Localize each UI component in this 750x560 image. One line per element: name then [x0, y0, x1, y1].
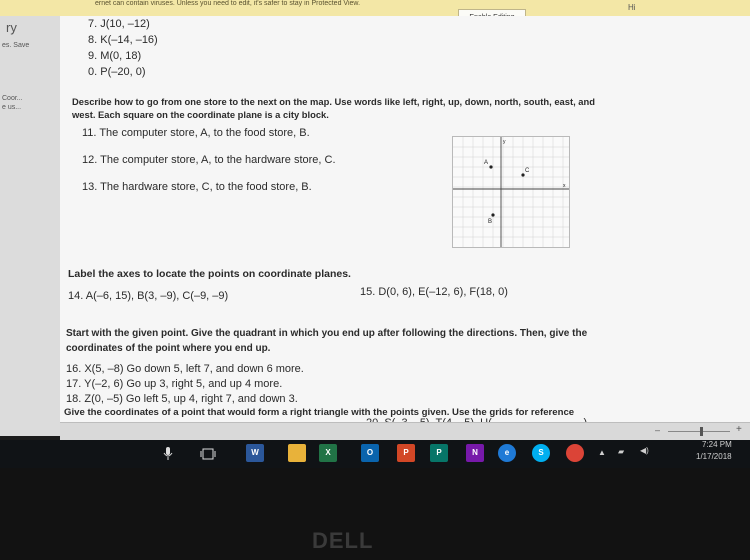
powerpoint-icon[interactable]: P — [397, 444, 415, 462]
question-15: 15. D(0, 6), E(–12, 6), F(18, 0) — [360, 286, 508, 298]
section-a-instructions-2: west. Each square on the coordinate plane is a city block. — [72, 109, 329, 120]
left-pane-label-c — [2, 94, 23, 112]
left-pane-label-a: ry — [6, 20, 17, 35]
zoom-out-button[interactable]: – — [655, 425, 661, 435]
protected-view-message: ernet can contain viruses. Unless you need to edit, it's safer to stay in Protected View. — [95, 0, 361, 7]
dell-logo: DELL — [312, 528, 374, 553]
skype-icon[interactable]: S — [532, 444, 550, 462]
chrome-icon[interactable] — [566, 444, 584, 462]
section-b-instructions: Label the axes to locate the points on coordinate planes. — [68, 268, 351, 280]
question-18: 18. Z(0, –5) Go left 5, up 4, right 7, and down 3. — [66, 393, 298, 405]
point-a-label: A — [484, 160, 489, 166]
section-c-instructions-2: coordinates of the point where you end up. — [66, 343, 271, 354]
document-page — [60, 16, 750, 430]
word-icon[interactable]: W — [246, 444, 264, 462]
taskbar — [0, 440, 750, 468]
status-bar — [60, 422, 750, 441]
list-item: 7. J(10, –12) — [88, 18, 150, 30]
x-axis-label: x — [563, 183, 566, 189]
clock-date[interactable]: 1/17/2018 — [696, 452, 732, 461]
left-pane — [0, 16, 60, 436]
point-b-label: B — [488, 219, 493, 225]
hi-label: Hi — [628, 3, 636, 12]
volume-icon[interactable]: ◀) — [640, 446, 649, 455]
section-d-instructions: Give the coordinates of a point that would form a right triangle with the points given. Use the grids for reference — [64, 407, 575, 418]
chevron-up-icon[interactable]: ▲ — [598, 448, 606, 457]
zoom-slider[interactable] — [668, 431, 730, 432]
question-12: 12. The computer store, A, to the hardware store, C. — [82, 154, 336, 166]
microphone-icon[interactable] — [163, 447, 173, 461]
task-view-icon[interactable] — [200, 448, 216, 460]
onenote-icon[interactable]: N — [466, 444, 484, 462]
section-a-instructions: Describe how to go from one store to the next on the map. Use words like left, right, up, down, north, south, east, and — [72, 96, 595, 107]
question-11: 11. The computer store, A, to the food store, B. — [82, 127, 310, 139]
section-c-instructions: Start with the given point. Give the quadrant in which you end up after following the directions. Then, give the — [66, 328, 588, 339]
question-16: 16. X(5, –8) Go down 5, left 7, and down 6 more. — [66, 363, 304, 375]
monitor-bezel — [0, 468, 750, 560]
file-explorer-icon[interactable] — [288, 444, 306, 462]
protected-view-bar — [0, 0, 750, 17]
publisher-icon[interactable]: P — [430, 444, 448, 462]
point-c-label: C — [525, 168, 530, 174]
list-item: 0. P(–20, 0) — [88, 66, 146, 78]
list-item: 8. K(–14, –16) — [88, 34, 158, 46]
edge-icon[interactable]: e — [498, 444, 516, 462]
question-14: 14. A(–6, 15), B(3, –9), C(–9, –9) — [68, 290, 229, 302]
zoom-in-button[interactable]: + — [736, 424, 742, 435]
outlook-icon[interactable]: O — [361, 444, 379, 462]
left-pane-label-c1: Coor... — [2, 95, 23, 102]
left-pane-label-b: es. Save — [2, 42, 30, 49]
y-axis-label: y — [503, 139, 506, 145]
question-17: 17. Y(–2, 6) Go up 3, right 5, and up 4 more. — [66, 378, 283, 390]
network-icon[interactable]: ▰ — [618, 447, 625, 456]
list-item: 9. M(0, 18) — [88, 50, 142, 62]
question-13: 13. The hardware store, C, to the food store, B. — [82, 181, 312, 193]
zoom-slider-thumb[interactable] — [700, 427, 703, 436]
left-pane-label-c2: e us... — [2, 104, 22, 111]
coordinate-plane-map — [452, 136, 570, 248]
excel-icon[interactable]: X — [319, 444, 337, 462]
clock-time[interactable]: 7:24 PM — [702, 440, 732, 449]
